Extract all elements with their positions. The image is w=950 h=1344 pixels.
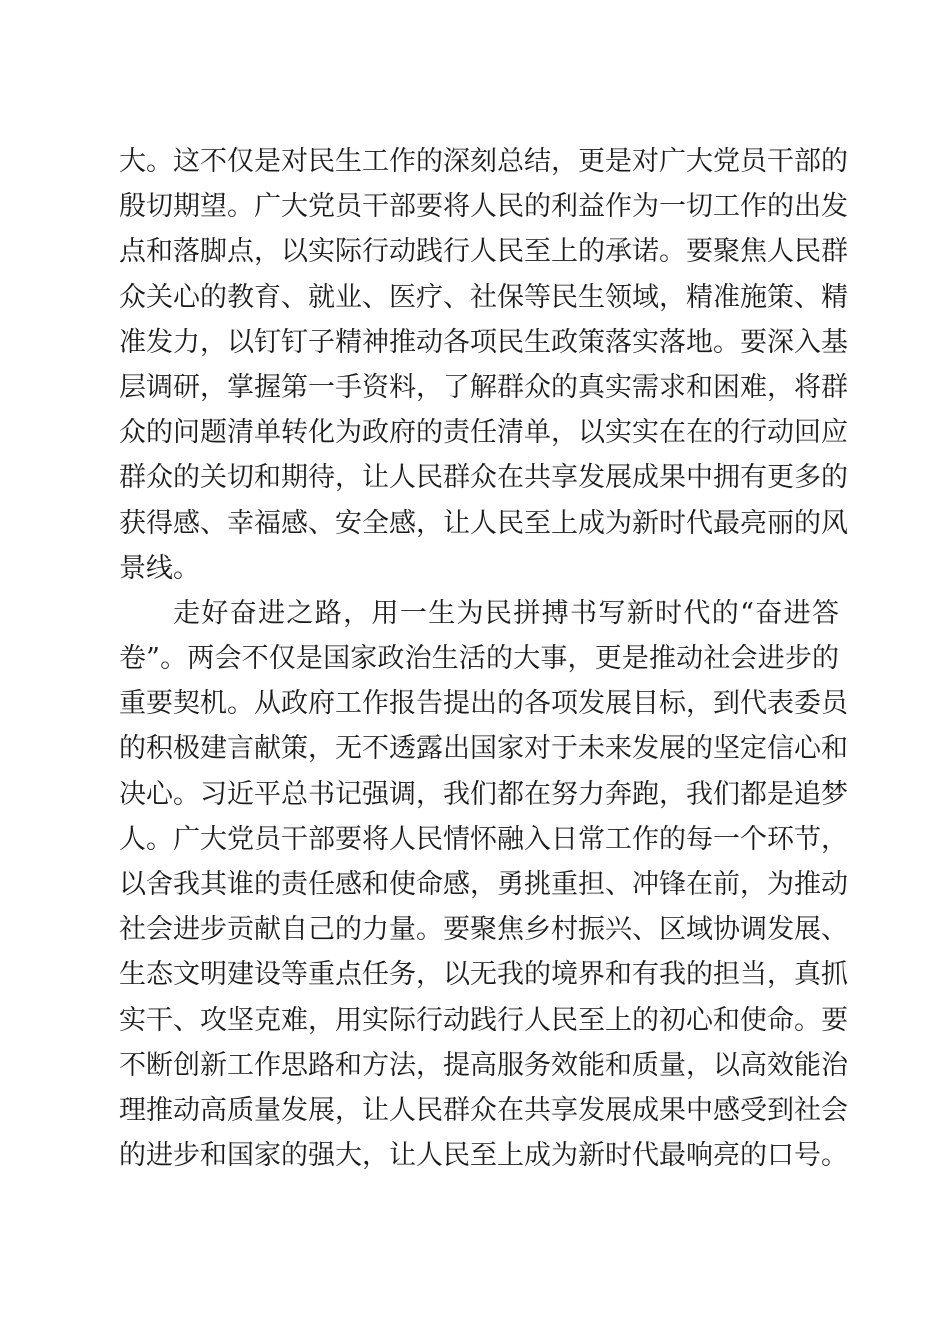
paragraph-line: 的积极建言献策，无不透露出国家对于未来发展的坚定信心和: [119, 733, 848, 765]
paragraph-line: 准发力，以钉钉子精神推动各项民生政策落实落地。要深入基: [119, 326, 848, 358]
paragraph-line: 以舍我其谁的责任感和使命感，勇挑重担、冲锋在前，为推动: [119, 869, 848, 900]
paragraph-line: 实干、攻坚克难，用实际行动践行人民至上的初心和使命。要: [119, 1004, 848, 1036]
paragraph-line: 决心。习近平总书记强调，我们都在努力奔跑，我们都是追梦: [119, 778, 848, 810]
paragraph-line: 的进步和国家的强大，让人民至上成为新时代最响亮的口号。: [119, 1140, 848, 1172]
paragraph-line: 获得感、幸福感、安全感，让人民至上成为新时代最亮丽的风: [119, 507, 848, 539]
paragraph-line: 层调研，掌握第一手资料，了解群众的真实需求和困难，将群: [119, 371, 848, 403]
paragraph-line: 殷切期望。广大党员干部要将人民的利益作为一切工作的出发: [119, 191, 848, 223]
document-body: [119, 139, 848, 1178]
paragraph-line: 卷”。两会不仅是国家政治生活的大事，更是推动社会进步的: [119, 643, 839, 675]
paragraph-line: 大。这不仅是对民生工作的深刻总结，更是对广大党员干部的: [119, 146, 848, 177]
paragraph-line: 人。广大党员干部要将人民情怀融入日常工作的每一个环节，: [119, 823, 848, 855]
paragraph-line: 点和落脚点，以实际行动践行人民至上的承诺。要聚焦人民群: [119, 236, 848, 268]
paragraph-line: 众关心的教育、就业、医疗、社保等民生领域，精准施策、精: [119, 281, 848, 313]
paragraph-line: 重要契机。从政府工作报告提出的各项发展目标，到代表委员: [119, 688, 848, 720]
paragraph-line: 走好奋进之路，用一生为民拼搏书写新时代的“奋进答: [173, 597, 839, 629]
paragraph-line: 景线。: [119, 552, 200, 584]
paragraph-line: 群众的关切和期待，让人民群众在共享发展成果中拥有更多的: [119, 462, 848, 494]
paragraph-line: 众的问题清单转化为政府的责任清单，以实实在在的行动回应: [119, 417, 848, 449]
paragraph-line: 生态文明建设等重点任务，以无我的境界和有我的担当，真抓: [119, 959, 848, 991]
paragraph-line: 社会进步贡献自己的力量。要聚焦乡村振兴、区域协调发展、: [119, 914, 848, 946]
paragraph-line: 不断创新工作思路和方法，提高服务效能和质量，以高效能治: [119, 1049, 848, 1081]
paragraph-line: 理推动高质量发展，让人民群众在共享发展成果中感受到社会: [119, 1094, 848, 1126]
